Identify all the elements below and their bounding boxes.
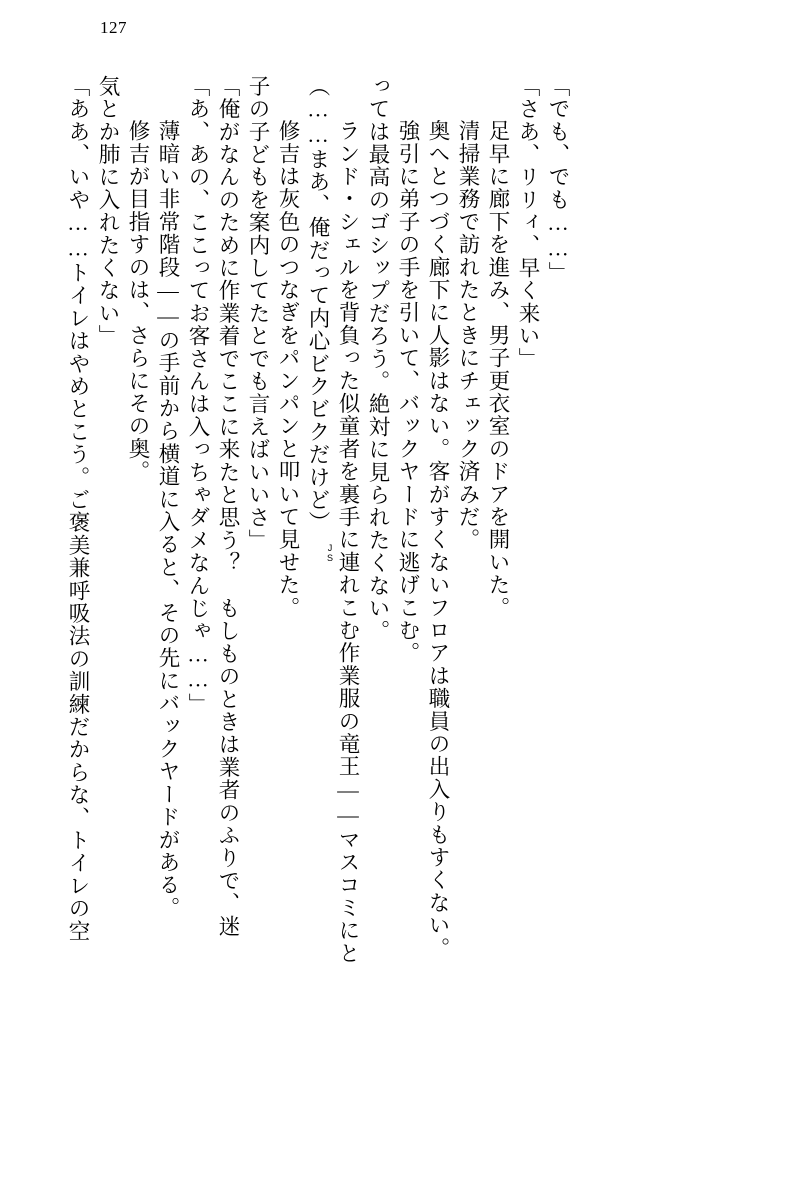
text-column: 「さあ、リリィ、早く来い」 <box>516 75 540 371</box>
text-column: 「あ、あの、ここってお客さんは入っちゃダメなんじゃ……」 <box>186 75 210 716</box>
text-column: 「でも、でも……」 <box>546 75 570 285</box>
column-text: ランド・シェルを背負った似童者を裏手に連れこむ作業服の竜王——マスコミにと <box>336 97 360 965</box>
text-column: 強引に弟子の手を引いて、バックヤードに逃げこむ。 <box>396 97 420 665</box>
text-column: 薄暗い非常階段——の手前から横道に入ると、その先にバックヤードがある。 <box>156 97 180 920</box>
vertical-text-body <box>58 75 748 1150</box>
page-number: 127 <box>100 18 127 37</box>
text-column: 清掃業務で訪れたときにチェック済みだ。 <box>456 97 480 551</box>
text-column: （……まあ、俺だって内心ビクビクだけど） <box>306 75 330 534</box>
text-column: っては最高のゴシップだろう。絶対に見られたくない。 <box>366 75 390 643</box>
text-column: 奥へとつづく廊下に人影はない。客がすくないフロアは職員の出入りもすくない。 <box>426 97 450 960</box>
text-column: 「ああ、いや……トイレはやめとこう。ご褒美兼呼吸法の訓練だからな、トイレの空 <box>66 75 90 943</box>
text-column-with-ruby <box>325 75 360 1172</box>
text-column: 修吉は灰色のつなぎをパンパンと叩いて見せた。 <box>276 97 300 620</box>
ruby-annotation: JS <box>325 543 335 563</box>
text-column: 「俺がなんのために作業着でここに来たと思う？ もしものときは業者のふりで、迷 <box>216 75 240 938</box>
text-column: 修吉が目指すのは、さらにその奥。 <box>126 97 150 483</box>
text-column: 子の子どもを案内してたとでも言えばいいさ」 <box>246 75 270 552</box>
text-column: 足早に廊下を進み、男子更衣室のドアを開いた。 <box>486 97 510 620</box>
text-column: 気とか肺に入れたくない」 <box>96 75 120 348</box>
